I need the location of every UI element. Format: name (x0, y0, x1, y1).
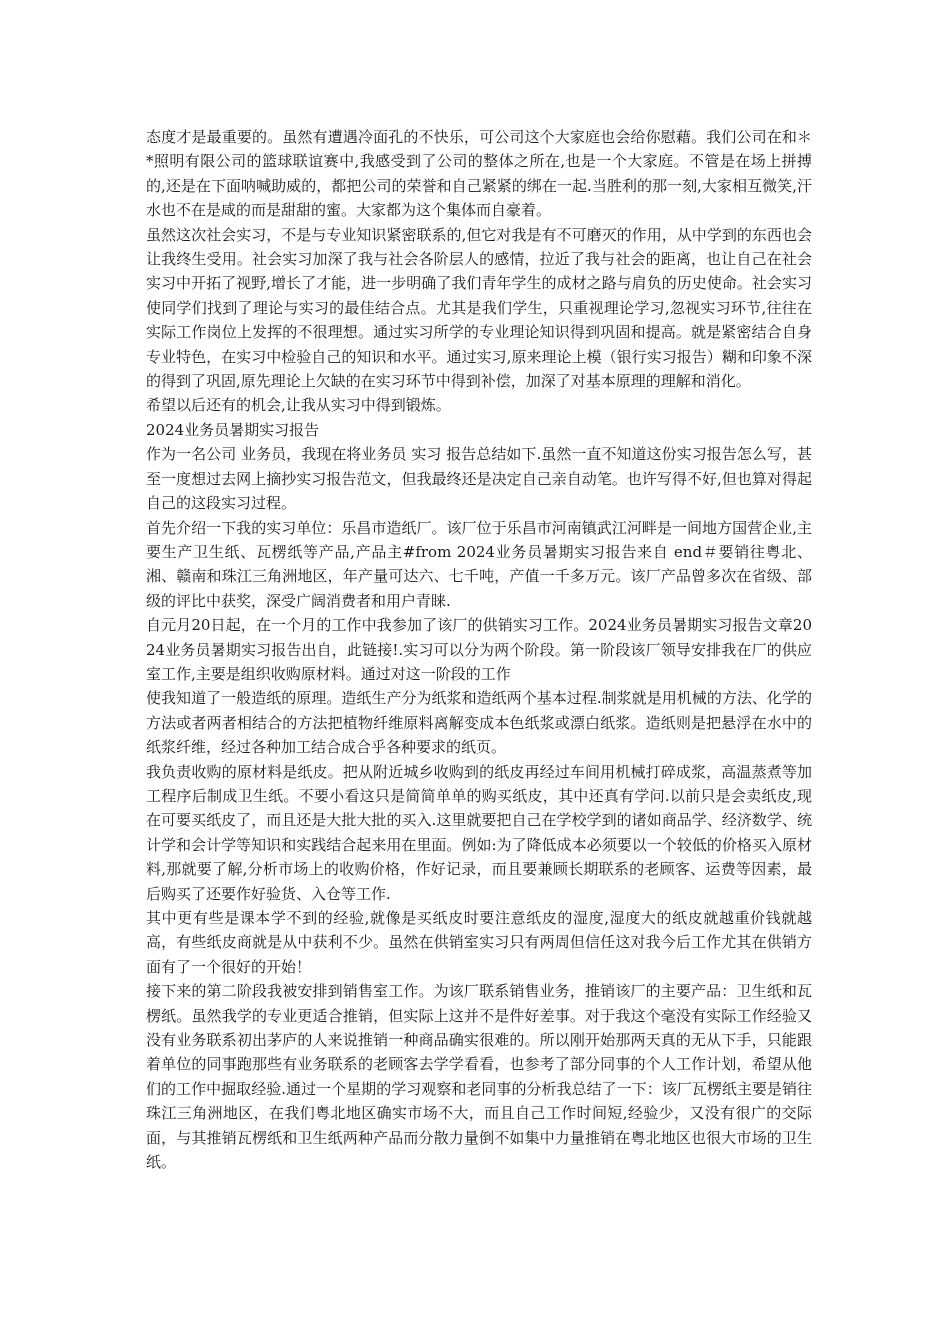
paragraph-company: 首先介绍一下我的实习单位：乐昌市造纸厂。该厂位于乐昌市河南镇武江河畔是一间地方国营企业,主要生产卫生纸、瓦楞纸等产品,产品主#from 2024业务员暑期实习报告来自 end＃要销往粤北、湘、赣南和珠江三角洲地区，年产量可达六、七千吨，产值一千多万元。该厂产品曾多次在省级、部级的评比中获奖，深受广阔消费者和用户青睐. (146, 518, 812, 610)
paragraph-hope: 希望以后还有的机会,让我从实习中得到锻炼。 (146, 396, 451, 415)
paragraph-social-practice: 虽然这次社会实习，不是与专业知识紧密联系的,但它对我是有不可磨灭的作用，从中学到的东西也会让我终生受用。社会实习加深了我与社会各阶层人的感情，拉近了我与社会的距离，也让自己在社会实习中开拓了视野,增长了才能，进一步明确了我们青年学生的成材之路与肩负的历史使命。社会实习使同学们找到了理论与实习的最佳结合点。尤其是我们学生，只重视理论学习,忽视实习环节,往往在实际工作岗位上发挥的不很理想。通过实习所学的专业理论知识得到巩固和提高。就是紧密结合自身专业特色，在实习中检验自己的知识和水平。通过实习,原来理论上模（银行实习报告）糊和印象不深的得到了巩固,原先理论上欠缺的在实习环节中得到补偿，加深了对基本原理的理解和消化。 (146, 225, 812, 391)
paragraph-team-spirit: 态度才是最重要的。虽然有遭遇冷面孔的不快乐，可公司这个大家庭也会给你慰藉。我们公司在和＊*照明有限公司的篮球联谊赛中,我感受到了公司的整体之所在,也是一个大家庭。不管是在场上拼搏的,还是在下面呐喊助威的，都把公司的荣誉和自己紧紧的绑在一起.当胜利的那一刻,大家相互微笑,汗水也不在是咸的而是甜甜的蜜。大家都为这个集体而自豪着。 (146, 128, 812, 220)
paragraph-experience: 其中更有些是课本学不到的经验,就像是买纸皮时要注意纸皮的湿度,湿度大的纸皮就越重价钱就越高，有些纸皮商就是从中获利不少。虽然在供销室实习只有两周但信任这对我今后工作尤其在供销方面有了一个很好的开始！ (146, 909, 812, 976)
paragraph-intro: 作为一名公司 业务员，我现在将业务员 实习 报告总结如下.虽然一直不知道这份实习报告怎么写，甚至一度想过去网上摘抄实习报告范文，但我最终还是决定自己亲自动笔。也许写得不好,但也算对得起自己的这段实习过程。 (146, 445, 812, 513)
document-body (146, 125, 812, 1174)
paragraph-stage-one: 自元月20日起，在一个月的工作中我参加了该厂的供销实习工作。2024业务员暑期实习报告文章2024业务员暑期实习报告出自，此链接!.实习可以分为两个阶段。第一阶段该厂领导安排我在厂的供应室工作,主要是组织收购原材料。通过对这一阶段的工作 (146, 616, 812, 683)
paragraph-papermaking: 使我知道了一般造纸的原理。造纸生产分为纸浆和造纸两个基本过程.制浆就是用机械的方法、化学的方法或者两者相结合的方法把植物纤维原料离解变成本色纸浆或漂白纸浆。造纸则是把悬浮在水中的纸浆纤维，经过各种加工结合成合乎各种要求的纸页。 (146, 689, 812, 757)
paragraph-purchasing: 我负责收购的原材料是纸皮。把从附近城乡收购到的纸皮再经过车间用机械打碎成浆，高温蒸煮等加工程序后制成卫生纸。不要小看这只是简简单单的购买纸皮，其中还真有学问.以前只是会卖纸皮,现在可要买纸皮了，而且还是大批大批的买入.这里就要把自己在学校学到的诸如商品学、经济数学、统计学和会计学等知识和实践结合起来用在里面。例如:为了降低成本必须要以一个较低的价格买入原材料,那就要了解,分析市场上的收购价格，作好记录，而且要兼顾长期联系的老顾客、运费等因素，最后购买了还要作好验货、入仓等工作. (146, 762, 812, 903)
paragraph-stage-two: 接下来的第二阶段我被安排到销售室工作。为该厂联系销售业务，推销该厂的主要产品：卫生纸和瓦楞纸。虽然我学的专业更适合推销，但实际上这并不是件好差事。对于我这个毫没有实际工作经验又没有业务联系初出茅庐的人来说推销一种商品确实很难的。所以刚开始那两天真的无从下手，只能跟着单位的同事跑那些有业务联系的老顾客去学学看看，也参考了部分同事的个人工作计划，希望从他们的工作中掘取经验.通过一个星期的学习观察和老同事的分析我总结了一下：该厂瓦楞纸主要是销往珠江三角洲地区，在我们粤北地区确实市场不大，而且自己工作时间短,经验少，又没有很广的交际面，与其推销瓦楞纸和卫生纸两种产品而分散力量倒不如集中力量推销在粤北地区也很大市场的卫生纸。 (146, 982, 812, 1172)
section-title: 2024业务员暑期实习报告 (146, 420, 320, 439)
